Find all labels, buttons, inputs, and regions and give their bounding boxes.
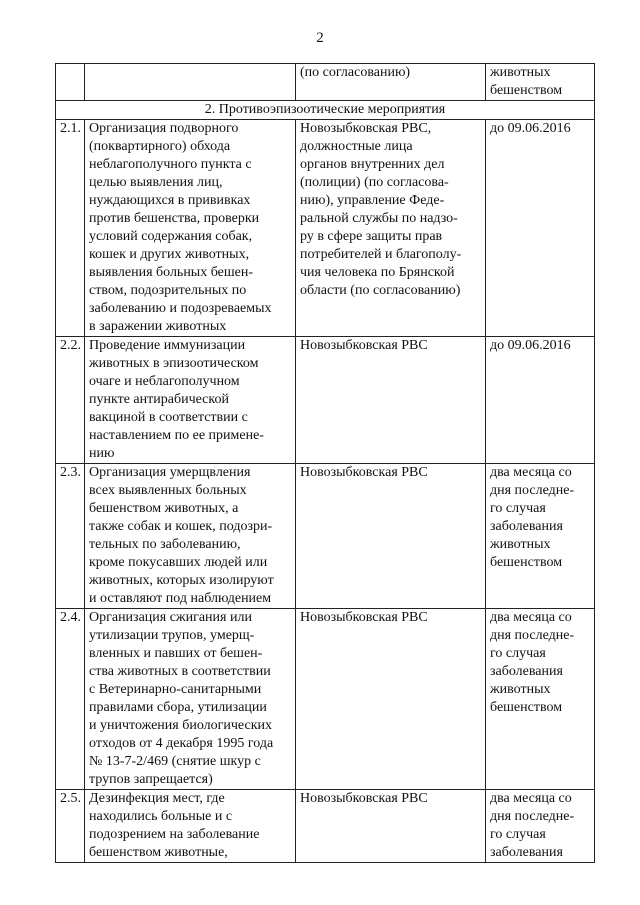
table-row: [56, 464, 595, 609]
table-row: [56, 609, 595, 790]
row-number: 2.1.: [56, 120, 85, 337]
table-row-continuation: [56, 64, 595, 101]
term-cell: до 09.06.2016: [486, 337, 595, 464]
activity-cell: Дезинфекция мест, где находились больные и с подозрением на заболевание бешенством животные,: [85, 790, 296, 863]
row-number: 2.4.: [56, 609, 85, 790]
term-cell: два месяца со дня последне- го случая заболевания: [486, 790, 595, 863]
section-header-row: [56, 101, 595, 120]
activity-cell: Организация умерщвления всех выявленных больных бешенством животных, а также собак и кошек, подозри- тельных по заболеванию, кроме покусавших людей или животных, которых изолируют и оставляют под наблюдением: [85, 464, 296, 609]
row-number: [56, 64, 85, 101]
responsible-cell: Новозыбковская РВС: [296, 464, 486, 609]
activity-cell: Проведение иммунизации животных в эпизоотическом очаге и неблагополучном пункте антирабической вакциной в соответствии с наставлением по ее примене- нию: [85, 337, 296, 464]
activity-cell: Организация подворного (поквартирного) обхода неблагополучного пункта с целью выявления лиц, нуждающихся в прививках против бешенства, проверки условий содержания собак, кошек и других животных, выявления больных бешен- ством, подозрительных по заболеванию и подозреваемых в заражении животных: [85, 120, 296, 337]
row-number: 2.5.: [56, 790, 85, 863]
table-row: [56, 337, 595, 464]
responsible-cell: Новозыбковская РВС: [296, 609, 486, 790]
row-number: 2.2.: [56, 337, 85, 464]
term-cell: животных бешенством: [486, 64, 595, 101]
responsible-cell: Новозыбковская РВС: [296, 337, 486, 464]
measures-table: [55, 63, 595, 863]
responsible-cell: Новозыбковская РВС: [296, 790, 486, 863]
term-cell: два месяца со дня последне- го случая заболевания животных бешенством: [486, 464, 595, 609]
activity-cell: Организация сжигания или утилизации трупов, умерщ- вленных и павших от бешен- ства животных в соответствии с Ветеринарно-санитарными правилами сбора, утилизации и уничтожения биологических отходов от 4 декабря 1995 года № 13-7-2/469 (снятие шкур с трупов запрещается): [85, 609, 296, 790]
term-cell: до 09.06.2016: [486, 120, 595, 337]
table-row: [56, 120, 595, 337]
row-number: 2.3.: [56, 464, 85, 609]
responsible-cell: Новозыбковская РВС, должностные лица органов внутренних дел (полиции) (по согласова- нию), управление Феде- ральной службы по надзо- ру в сфере защиты прав потребителей и благополу- чия человека по Брянской области (по согласованию): [296, 120, 486, 337]
activity-cell: [85, 64, 296, 101]
responsible-cell: (по согласованию): [296, 64, 486, 101]
term-cell: два месяца со дня последне- го случая заболевания животных бешенством: [486, 609, 595, 790]
section-title: 2. Противоэпизоотические мероприятия: [56, 101, 595, 120]
page-number: 2: [316, 30, 324, 46]
table-row: [56, 790, 595, 863]
